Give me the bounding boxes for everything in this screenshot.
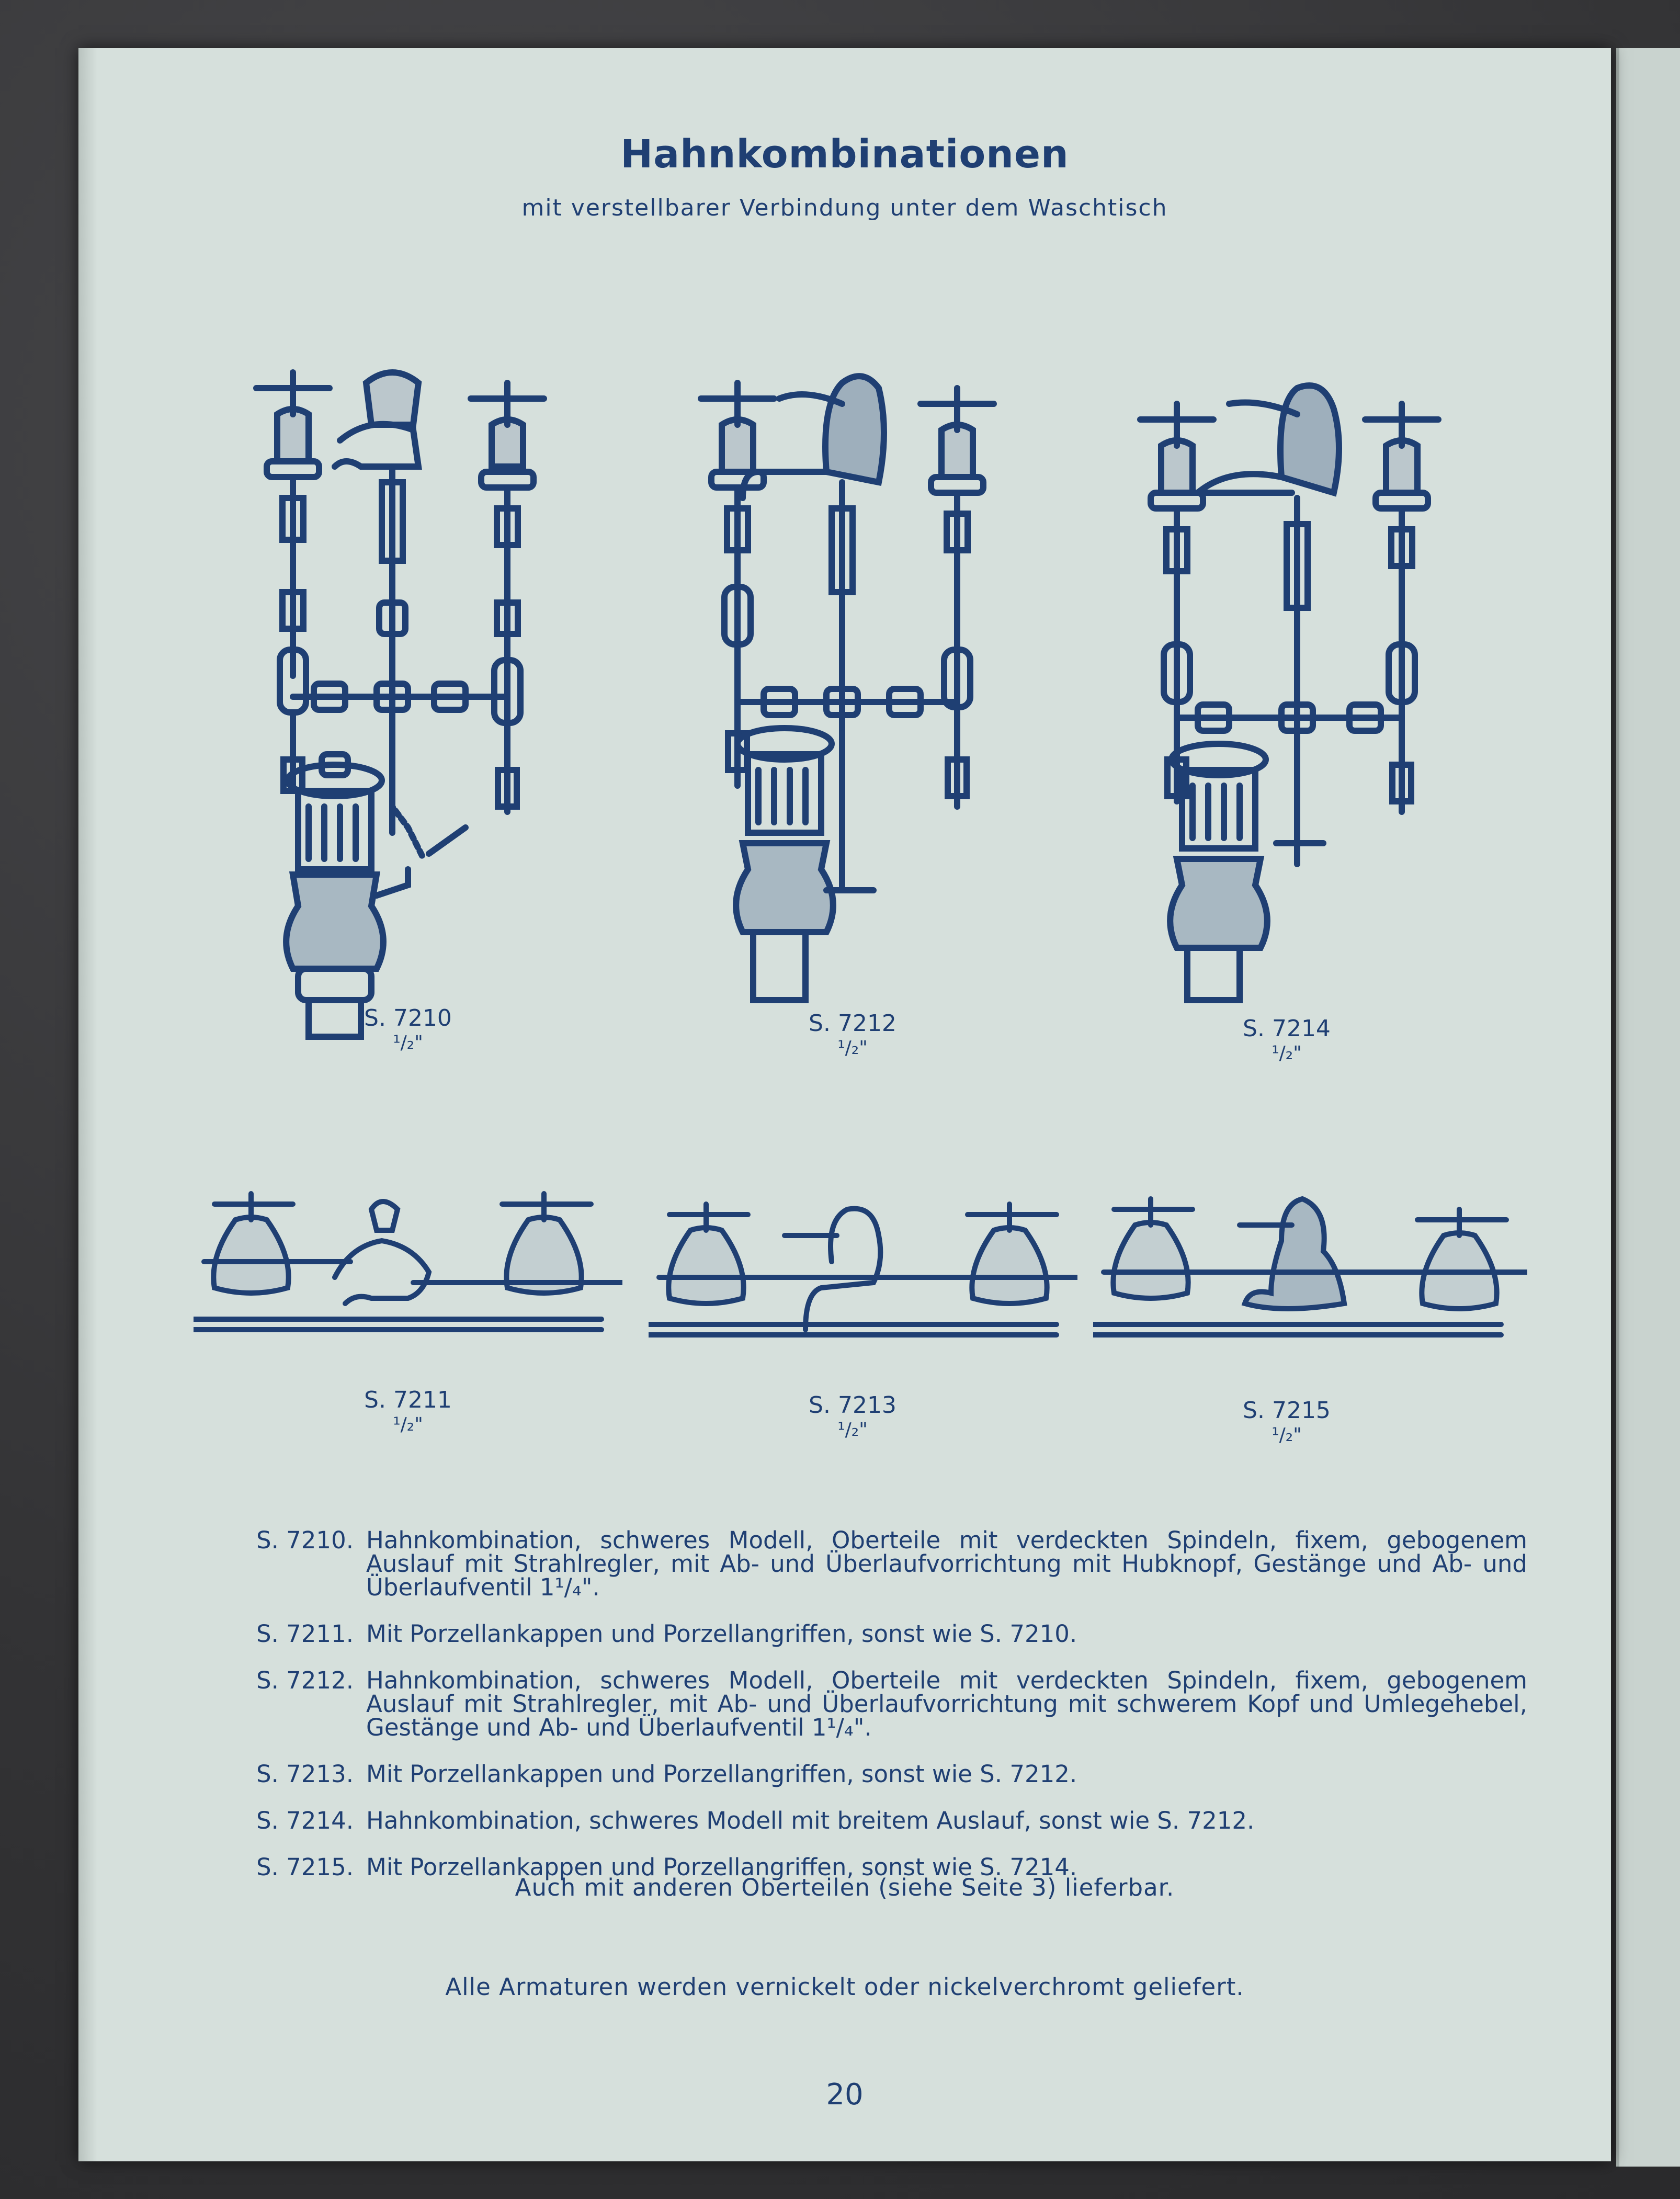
figure-caption-7212 (774, 1011, 931, 1059)
figure-caption-7214 (1208, 1016, 1365, 1064)
description-text: Hahnkombination, schweres Modell, Oberteile mit verdeckten Spindeln, fixem, gebogenem Auslauf mit Strahlregler, mit Ab- und Überlaufvorrichtung mit Hubknopf, Gestänge und Ab- und Überlaufventil 1¹/₄". (366, 1526, 1527, 1601)
figure-size: ¹/₂" (1272, 1042, 1302, 1064)
figure-code: S. 7212 (809, 1010, 896, 1037)
porcelain-taps-illustration-7215 (1093, 1173, 1527, 1382)
description-code: S. 7214. (256, 1807, 354, 1834)
faucet-combination-illustration-7214 (1125, 341, 1449, 1016)
figure-size: ¹/₂" (393, 1413, 423, 1435)
description-code: S. 7215. (256, 1853, 354, 1881)
page-number: 20 (826, 2078, 864, 2112)
figure-size: ¹/₂" (837, 1037, 868, 1059)
figure-code: S. 7214 (1243, 1015, 1331, 1042)
finish-note: Alle Armaturen werden vernickelt oder nickelverchromt geliefert. (445, 1973, 1244, 2001)
other-tops-note: Auch mit anderen Oberteilen (siehe Seite 3) lieferbar. (515, 1874, 1175, 1901)
figure-code: S. 7210 (364, 1005, 452, 1032)
description-text: Hahnkombination, schweres Modell mit breitem Auslauf, sonst wie S. 7212. (366, 1807, 1255, 1834)
porcelain-taps-illustration-7211 (194, 1162, 622, 1371)
description-code: S. 7212. (256, 1667, 354, 1694)
page-title: Hahnkombinationen (620, 132, 1069, 177)
faucet-combination-illustration-7210 (235, 310, 560, 1052)
figure-size: ¹/₂" (837, 1419, 868, 1441)
description-code: S. 7210. (256, 1526, 354, 1554)
product-descriptions (256, 1528, 1527, 1902)
page-subtitle: mit verstellbarer Verbindung unter dem Waschtisch (521, 195, 1168, 221)
description-row (256, 1622, 1527, 1646)
figure-caption-7210 (330, 1005, 486, 1053)
description-text: Mit Porzellankappen und Porzellangriffen, sonst wie S. 7210. (366, 1620, 1077, 1648)
description-text: Mit Porzellankappen und Porzellangriffen, sonst wie S. 7212. (366, 1760, 1077, 1788)
adjacent-page-edge (1616, 48, 1680, 2167)
figure-caption-7211 (330, 1387, 486, 1435)
description-code: S. 7213. (256, 1760, 354, 1788)
figure-caption-7215 (1208, 1398, 1365, 1446)
figure-size: ¹/₂" (393, 1032, 423, 1053)
figure-size: ¹/₂" (1272, 1424, 1302, 1446)
description-code: S. 7211. (256, 1620, 354, 1648)
description-row (256, 1528, 1527, 1599)
figure-code: S. 7211 (364, 1387, 452, 1413)
description-text: Hahnkombination, schweres Modell, Oberteile mit verdeckten Spindeln, fixem, gebogenem Auslauf mit Strahlregler, mit Ab- und Überlaufvorrichtung mit schwerem Kopf und Umlegehebel, Gestänge und Ab- und Überlaufventil 1¹/₄". (366, 1667, 1527, 1741)
figure-code: S. 7213 (809, 1392, 896, 1419)
description-text: Mit Porzellankappen und Porzellangriffen, sonst wie S. 7214. (366, 1853, 1077, 1881)
porcelain-taps-illustration-7213 (649, 1173, 1077, 1382)
description-row (256, 1669, 1527, 1739)
figure-code: S. 7215 (1243, 1397, 1331, 1424)
description-row (256, 1809, 1527, 1832)
faucet-combination-illustration-7212 (685, 325, 1009, 1021)
description-row (256, 1762, 1527, 1786)
figure-caption-7213 (774, 1392, 931, 1441)
catalog-page (78, 48, 1611, 2161)
